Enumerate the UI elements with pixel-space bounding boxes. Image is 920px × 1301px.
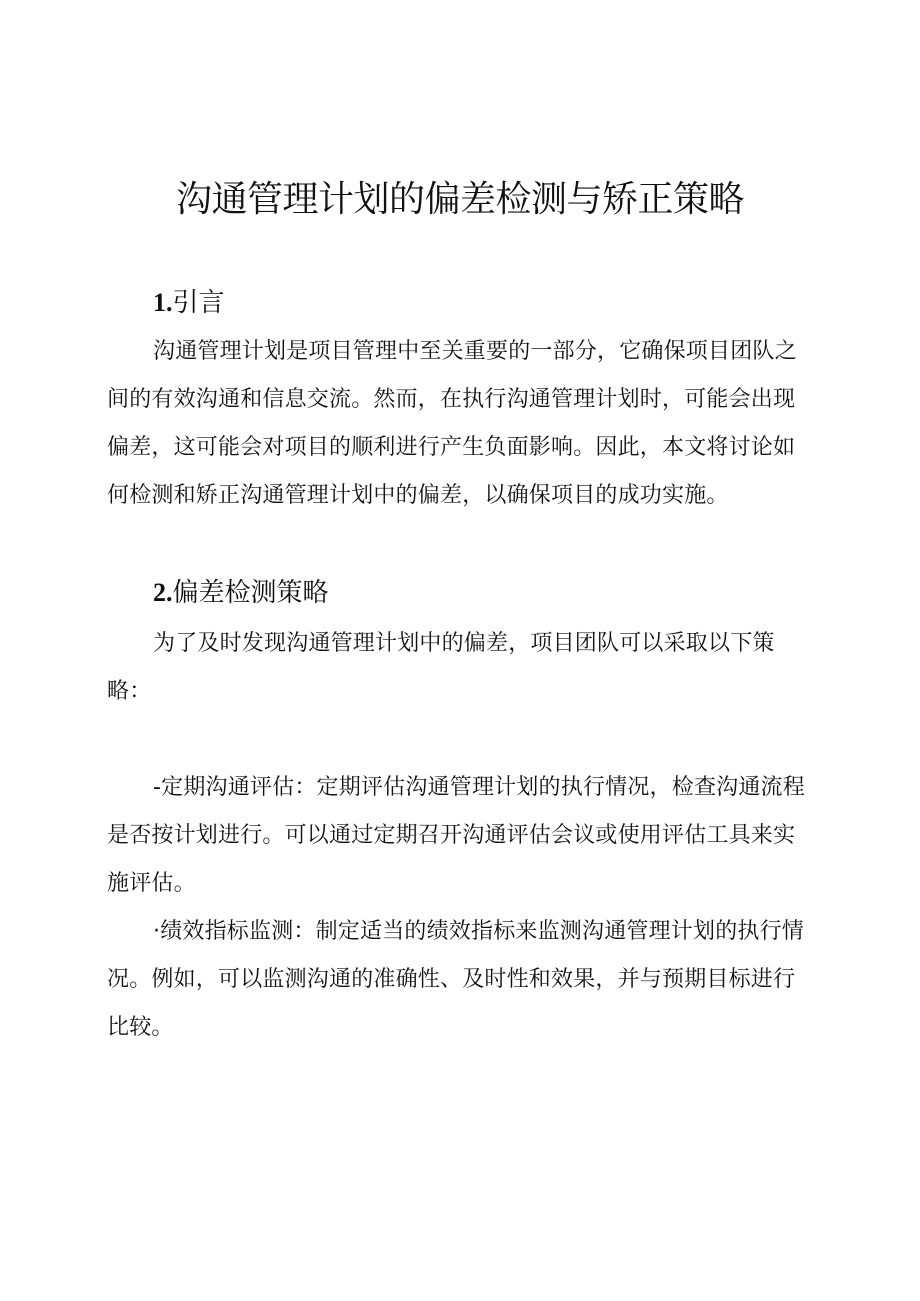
section-heading-deviation-detection — [153, 573, 329, 613]
section-heading-introduction — [153, 283, 225, 323]
paragraph-introduction: 沟通管理计划是项目管理中至关重要的一部分，它确保项目团队之间的有效沟通和信息交流。然而，在执行沟通管理计划时，可能会出现偏差，这可能会对项目的顺利进行产生负面影响。因此，本文将讨论如何检测和矫正沟通管理计划中的偏差，以确保项目的成功实施。 — [107, 339, 797, 508]
document-title: 沟通管理计划的偏差检测与矫正策略 — [175, 179, 744, 220]
section-number: 2. — [153, 578, 173, 607]
section-heading-text: 偏差检测策略 — [172, 578, 329, 608]
section-number: 1. — [153, 288, 173, 317]
section-heading-text: 引言 — [172, 288, 225, 318]
paragraph-performance-monitoring: ·绩效指标监测：制定适当的绩效指标来监测沟通管理计划的执行情况。例如，可以监测沟通的准确性、及时性和效果，并与预期目标进行比较。 — [107, 919, 804, 1040]
paragraph-strategy-intro: 为了及时发现沟通管理计划中的偏差，项目团队可以采取以下策略： — [107, 631, 775, 704]
paragraph-periodic-evaluation: -定期沟通评估：定期评估沟通管理计划的执行情况，检查沟通流程是否按计划进行。可以通过定期召开沟通评估会议或使用评估工具来实施评估。 — [107, 775, 805, 896]
